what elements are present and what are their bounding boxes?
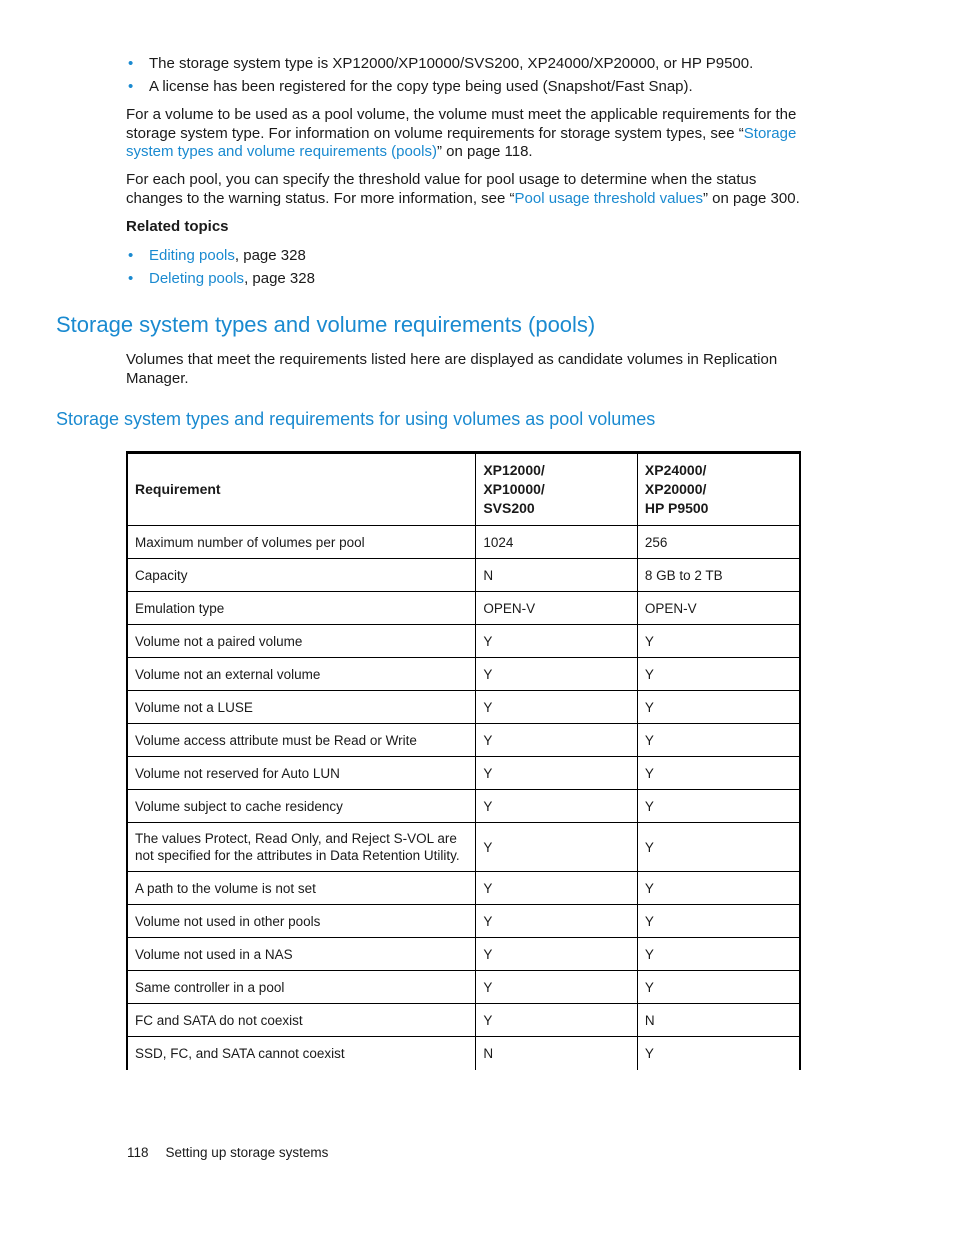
xp24000-cell: Y <box>637 823 800 872</box>
requirement-cell: Capacity <box>127 559 476 592</box>
related-topics-list <box>126 244 816 290</box>
table-title: Storage system types and requirements for using volumes as pool volumes <box>56 409 656 429</box>
xp24000-cell: Y <box>637 938 800 971</box>
xp12000-cell: Y <box>476 757 638 790</box>
table-row <box>127 905 800 938</box>
related-topic-item: • Deleting pools, page 328 <box>126 267 816 290</box>
table-row <box>127 1037 800 1070</box>
storage-system-types-link[interactable]: Storage system types and volume requirements (pools) <box>126 124 797 161</box>
xp12000-cell: Y <box>476 971 638 1004</box>
requirement-cell: Emulation type <box>127 592 476 625</box>
table-row <box>127 757 800 790</box>
xp24000-cell: N <box>637 1004 800 1037</box>
xp12000-cell: OPEN-V <box>476 592 638 625</box>
requirement-cell: Volume not used in other pools <box>127 905 476 938</box>
xp24000-cell: 8 GB to 2 TB <box>637 559 800 592</box>
requirement-cell: SSD, FC, and SATA cannot coexist <box>127 1037 476 1070</box>
editing-pools-link[interactable]: Editing pools <box>149 247 235 264</box>
related-topic-item: • Editing pools, page 328 <box>126 244 816 267</box>
xp12000-cell: Y <box>476 691 638 724</box>
table-row <box>127 1004 800 1037</box>
xp24000-cell: Y <box>637 905 800 938</box>
requirement-cell: Volume not used in a NAS <box>127 938 476 971</box>
bullet-icon: • <box>128 270 134 287</box>
bullet-icon: • <box>128 55 134 72</box>
xp12000-cell: 1024 <box>476 526 638 559</box>
xp24000-cell: Y <box>637 790 800 823</box>
bullet-icon: • <box>128 78 134 95</box>
xp24000-cell: Y <box>637 757 800 790</box>
table-row <box>127 658 800 691</box>
pool-usage-threshold-link[interactable]: Pool usage threshold values <box>514 189 703 207</box>
xp12000-cell: Y <box>476 625 638 658</box>
header-xp12000: XP12000/ XP10000/ SVS200 <box>476 453 638 526</box>
requirement-cell: Volume not a LUSE <box>127 691 476 724</box>
requirement-cell: Maximum number of volumes per pool <box>127 526 476 559</box>
xp24000-cell: Y <box>637 872 800 905</box>
bullet-icon: • <box>128 247 134 264</box>
xp12000-cell: N <box>476 559 638 592</box>
xp12000-cell: Y <box>476 938 638 971</box>
pool-volume-paragraph: For a volume to be used as a pool volume, the volume must meet the applicable requirements for the storage system type. For information on volume requirements for storage system types, see “Storage system types and volume requirements (pools)” on page 118. <box>126 106 797 161</box>
requirement-cell: FC and SATA do not coexist <box>127 1004 476 1037</box>
xp12000-cell: Y <box>476 905 638 938</box>
threshold-paragraph: For each pool, you can specify the threshold value for pool usage to determine when the status changes to the warning status. For more information, see “Pool usage threshold values” on page 300. <box>126 171 800 207</box>
xp24000-cell: Y <box>637 724 800 757</box>
xp24000-cell: Y <box>637 691 800 724</box>
table-row <box>127 790 800 823</box>
table-row <box>127 625 800 658</box>
requirement-cell: Volume not a paired volume <box>127 625 476 658</box>
requirement-cell: Volume not an external volume <box>127 658 476 691</box>
table-row <box>127 724 800 757</box>
requirement-cell: The values Protect, Read Only, and Reject S-VOL are not specified for the attributes in Data Retention Utility. <box>127 823 476 872</box>
xp24000-cell: Y <box>637 658 800 691</box>
page-footer <box>127 1145 328 1160</box>
xp24000-cell: Y <box>637 1037 800 1070</box>
page-number: 118 <box>127 1145 149 1160</box>
xp12000-cell: Y <box>476 790 638 823</box>
xp12000-cell: Y <box>476 658 638 691</box>
header-requirement: Requirement <box>127 453 476 526</box>
table-row <box>127 971 800 1004</box>
requirement-cell: A path to the volume is not set <box>127 872 476 905</box>
table-body <box>127 526 800 1070</box>
table-row <box>127 691 800 724</box>
table-row <box>127 823 800 872</box>
xp12000-cell: Y <box>476 1004 638 1037</box>
table-row <box>127 938 800 971</box>
xp12000-cell: Y <box>476 823 638 872</box>
requirement-cell: Same controller in a pool <box>127 971 476 1004</box>
xp12000-cell: N <box>476 1037 638 1070</box>
footer-section: Setting up storage systems <box>165 1145 329 1160</box>
table-header-row <box>127 453 800 526</box>
table-row <box>127 559 800 592</box>
requirement-cell: Volume subject to cache residency <box>127 790 476 823</box>
xp24000-cell: 256 <box>637 526 800 559</box>
intro-bullet-list <box>126 52 816 98</box>
xp24000-cell: OPEN-V <box>637 592 800 625</box>
requirement-cell: Volume access attribute must be Read or Write <box>127 724 476 757</box>
table-row <box>127 592 800 625</box>
table-row <box>127 872 800 905</box>
requirement-cell: Volume not reserved for Auto LUN <box>127 757 476 790</box>
related-topics-heading: Related topics <box>126 218 229 235</box>
table-row <box>127 526 800 559</box>
deleting-pools-link[interactable]: Deleting pools <box>149 270 245 287</box>
header-xp24000: XP24000/ XP20000/ HP P9500 <box>637 453 800 526</box>
requirements-table <box>126 451 801 1070</box>
section-title: Storage system types and volume requirements (pools) <box>56 312 596 337</box>
intro-bullet: • A license has been registered for the copy type being used (Snapshot/Fast Snap). <box>126 75 816 98</box>
xp12000-cell: Y <box>476 872 638 905</box>
xp12000-cell: Y <box>476 724 638 757</box>
section-text: Volumes that meet the requirements listed here are displayed as candidate volumes in Replication Manager. <box>126 351 778 387</box>
intro-bullet: • The storage system type is XP12000/XP10000/SVS200, XP24000/XP20000, or HP P9500. <box>126 52 816 75</box>
xp24000-cell: Y <box>637 625 800 658</box>
xp24000-cell: Y <box>637 971 800 1004</box>
